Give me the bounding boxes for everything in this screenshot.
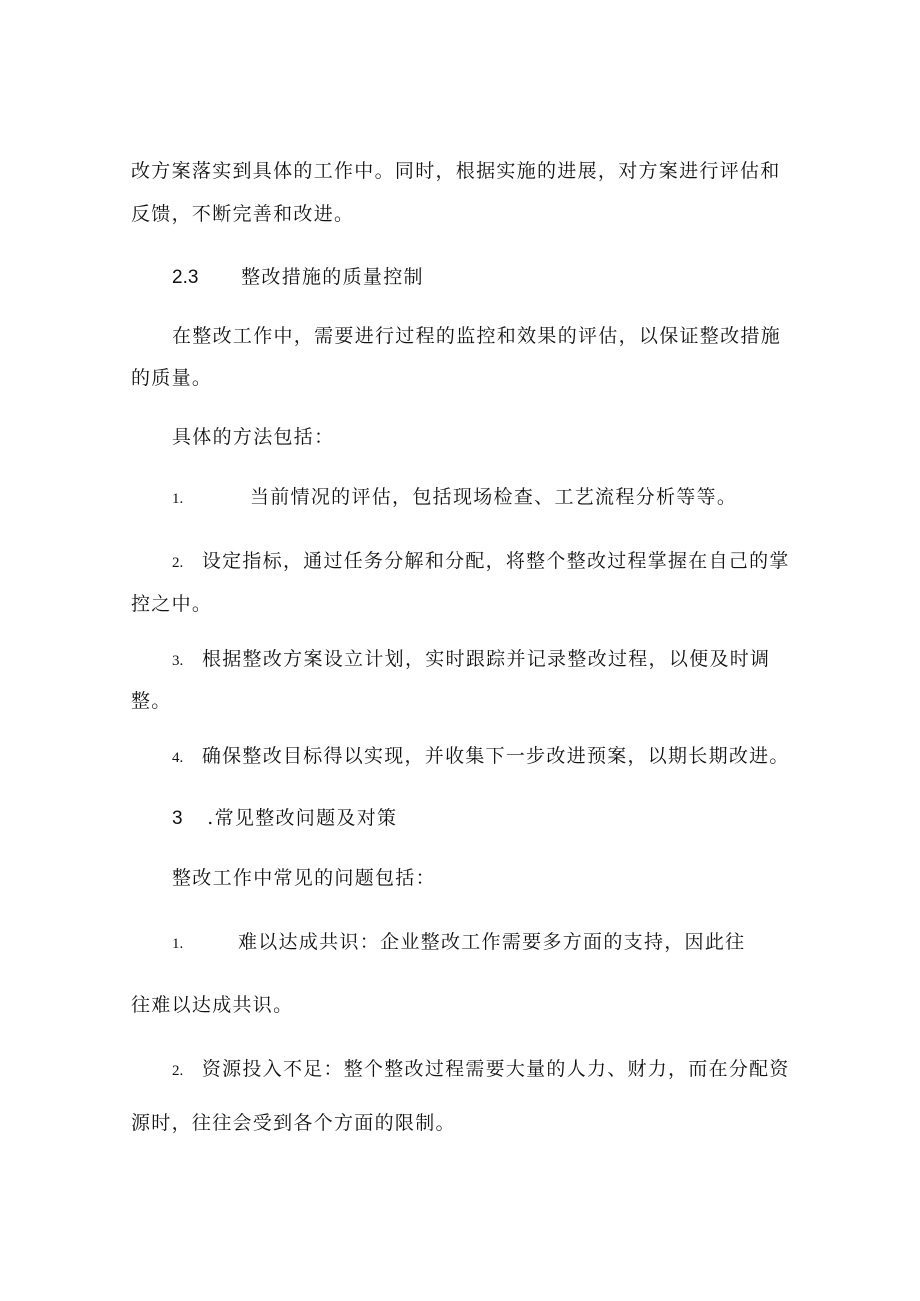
paragraph-line: 的质量。 [131,367,213,389]
paragraph-line: 在整改工作中，需要进行过程的监控和效果的评估，以保证整改措施 [172,325,782,347]
list-number: 1. [172,491,184,507]
list-text-continuation: 整。 [131,690,172,712]
list-text-continuation: 源时，往往会受到各个方面的限制。 [131,1112,456,1134]
list-text-continuation: 往难以达成共识。 [131,994,294,1016]
list-text: 难以达成共识：企业整改工作需要多方面的支持，因此往 [237,931,746,953]
section-heading-3 [172,806,397,831]
list-item [172,647,770,673]
list-text-continuation: 控之中。 [131,593,213,615]
list-item [172,930,745,956]
list-item [172,549,790,575]
paragraph-line: 整改工作中常见的问题包括： [172,867,436,889]
list-text: 确保整改目标得以实现，并收集下一步改进预案，以期长期改进。 [201,745,790,767]
section-title: .常见整改问题及对策 [207,807,398,829]
list-text: 当前情况的评估，包括现场检查、工艺流程分析等等。 [249,486,738,508]
list-text: 根据整改方案设立计划，实时跟踪并记录整改过程，以便及时调 [201,648,771,670]
paragraph-line: 反馈，不断完善和改进。 [131,203,355,225]
list-text: 资源投入不足：整个整改过程需要大量的人力、财力，而在分配资 [201,1058,790,1080]
paragraph-line: 具体的方法包括： [172,426,335,448]
section-title: 整改措施的质量控制 [241,266,424,288]
list-number: 3. [172,653,184,669]
list-number: 4. [172,750,184,766]
list-item [172,485,737,511]
list-number: 2. [172,555,184,571]
list-number: 2. [172,1063,184,1079]
section-heading-2-3 [172,265,424,290]
paragraph-line: 改方案落实到具体的工作中。同时，根据实施的进展，对方案进行评估和 [131,160,781,182]
list-text: 设定指标，通过任务分解和分配，将整个整改过程掌握在自己的掌 [201,550,790,572]
list-number: 1. [172,936,184,952]
section-number: 2.3 [172,267,199,288]
section-number: 3 [172,808,183,829]
list-item [172,744,790,770]
list-item [172,1057,790,1083]
